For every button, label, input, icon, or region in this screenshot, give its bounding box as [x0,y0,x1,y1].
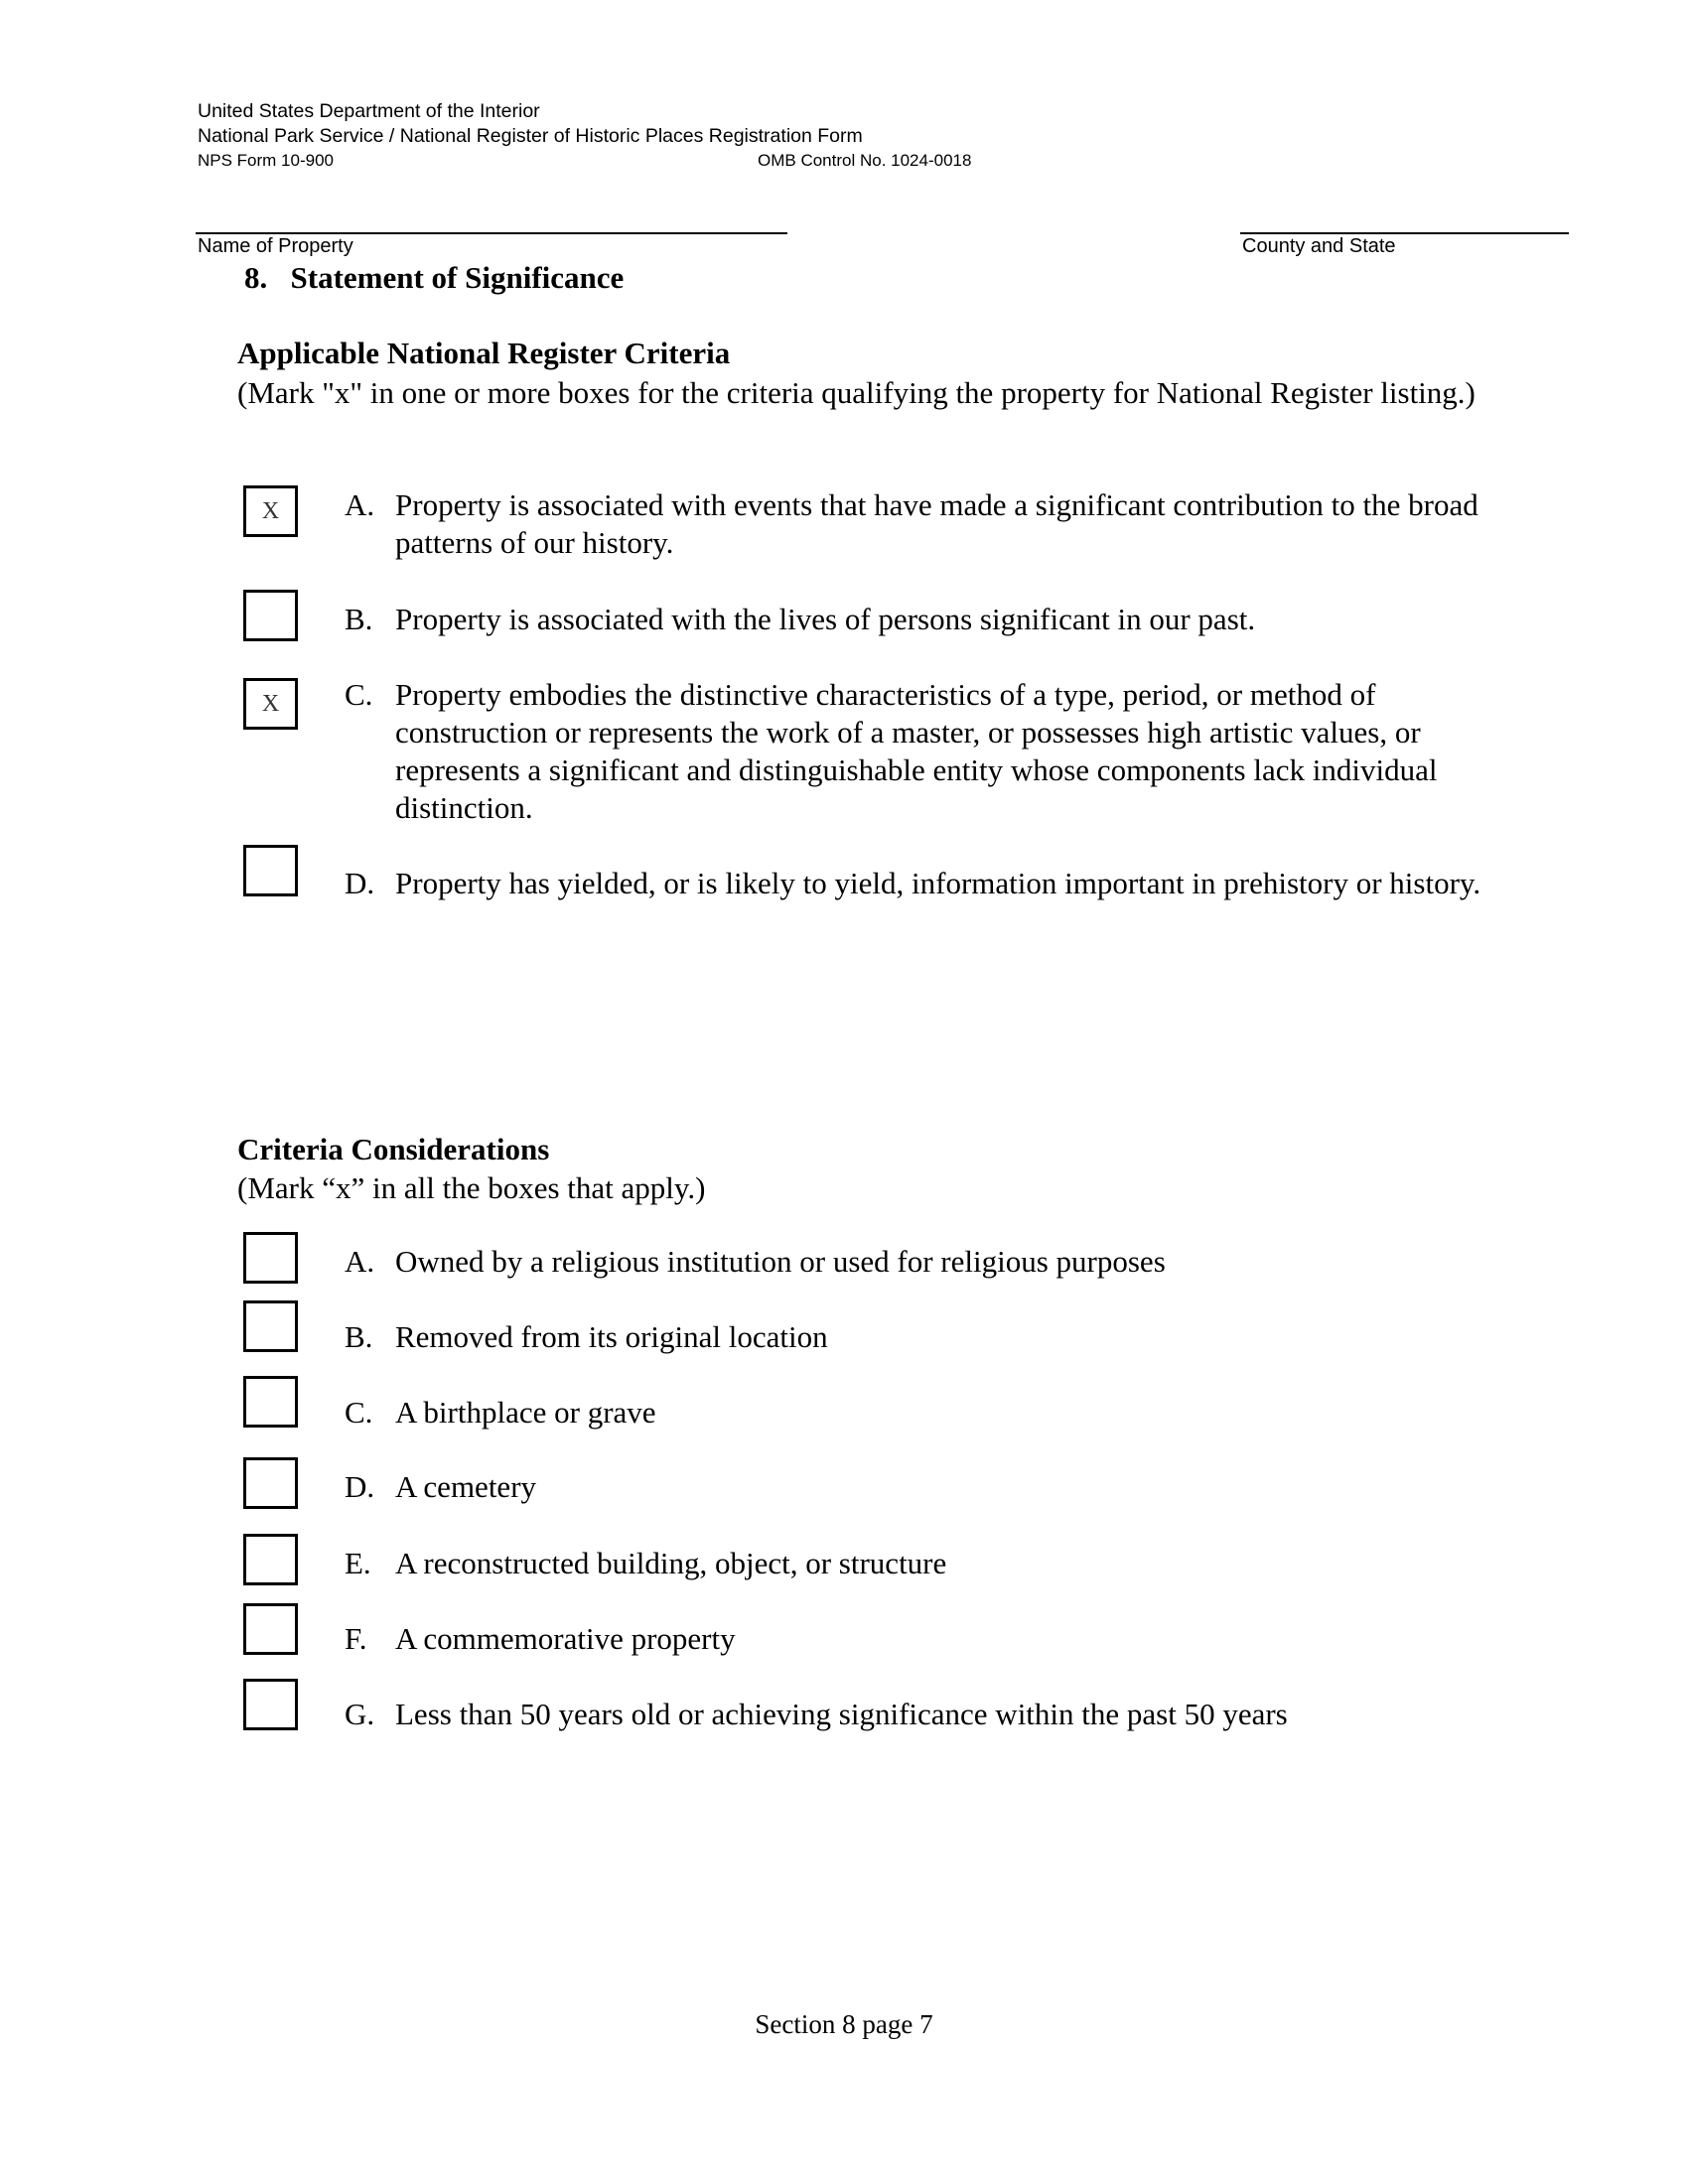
consideration-b-text: Removed from its original location [395,1319,828,1354]
criterion-a-checkbox[interactable] [243,485,298,537]
consideration-f-letter: F. [345,1621,367,1656]
consideration-e [345,1545,1486,1582]
consideration-d [345,1468,1486,1506]
criterion-b-x-mark [246,593,295,638]
consideration-c-checkbox[interactable] [243,1376,298,1428]
consideration-a-letter: A. [345,1244,375,1279]
name-of-property-line[interactable] [196,232,787,234]
consideration-e-text: A reconstructed building, object, or structure [395,1546,947,1580]
header-form-number: NPS Form 10-900 [198,151,334,170]
consideration-b-x-mark [246,1303,295,1349]
consideration-b [345,1318,1486,1356]
consideration-c [345,1394,1486,1432]
consideration-g-text: Less than 50 years old or achieving significance within the past 50 years [395,1697,1288,1731]
consideration-d-x-mark [246,1460,295,1506]
county-state-label: County and State [1242,235,1396,257]
consideration-g-x-mark [246,1682,295,1727]
consideration-g-checkbox[interactable] [243,1679,298,1730]
criterion-c-x-mark: X [261,691,280,717]
criterion-a-text: Property is associated with events that have made a significant contribution to the broad patterns of our history. [395,487,1478,560]
section-title: 8. Statement of Significance [244,260,625,295]
consideration-c-x-mark [246,1379,295,1425]
consideration-f-text: A commemorative property [395,1621,736,1656]
considerations-instruction: (Mark “x” in all the boxes that apply.) [237,1170,706,1205]
header-omb-number: OMB Control No. 1024-0018 [758,151,972,170]
criterion-c-letter: C. [345,677,373,712]
consideration-f [345,1620,1486,1658]
criterion-c-checkbox[interactable] [243,678,298,730]
criterion-c-text: Property embodies the distinctive characteristics of a type, period, or method of construction or represents the work of a master, or possesses high artistic values, or represents a significant and distinguishable entity whose components lack individual distinction. [395,677,1438,825]
criterion-c [345,676,1486,827]
consideration-a-checkbox[interactable] [243,1232,298,1284]
criteria-heading: Applicable National Register Criteria [237,336,731,370]
consideration-c-text: A birthplace or grave [395,1395,656,1430]
criterion-a [345,486,1486,562]
criteria-instruction: (Mark "x" in one or more boxes for the criteria qualifying the property for National Register listing.) [237,375,1476,410]
consideration-g [345,1696,1486,1733]
header-department: United States Department of the Interior [198,100,540,122]
considerations-heading: Criteria Considerations [237,1132,550,1166]
consideration-e-x-mark [246,1537,295,1582]
consideration-a [345,1243,1486,1281]
criterion-d-checkbox[interactable] [243,845,298,896]
header-form-title: National Park Service / National Register of Historic Places Registration Form [198,125,863,147]
criterion-b-letter: B. [345,602,373,636]
criterion-a-letter: A. [345,487,375,522]
criterion-d [345,865,1486,902]
criterion-d-x-mark [246,848,295,893]
consideration-b-checkbox[interactable] [243,1300,298,1352]
criterion-b [345,601,1486,638]
page-footer: Section 8 page 7 [755,2009,933,2039]
consideration-a-text: Owned by a religious institution or used for religious purposes [395,1244,1166,1279]
criterion-d-text: Property has yielded, or is likely to yield, information important in prehistory or history. [395,866,1481,900]
consideration-c-letter: C. [345,1395,373,1430]
consideration-b-letter: B. [345,1319,373,1354]
consideration-g-letter: G. [345,1697,375,1731]
consideration-e-letter: E. [345,1546,371,1580]
county-state-line[interactable] [1240,232,1569,234]
consideration-d-text: A cemetery [395,1469,537,1504]
consideration-d-letter: D. [345,1469,375,1504]
criterion-d-letter: D. [345,866,375,900]
criterion-b-checkbox[interactable] [243,590,298,641]
criterion-a-x-mark: X [261,498,280,524]
consideration-d-checkbox[interactable] [243,1457,298,1509]
consideration-e-checkbox[interactable] [243,1534,298,1585]
criterion-b-text: Property is associated with the lives of persons significant in our past. [395,602,1256,636]
consideration-f-x-mark [246,1606,295,1652]
consideration-a-x-mark [246,1235,295,1281]
name-of-property-label: Name of Property [198,235,353,257]
consideration-f-checkbox[interactable] [243,1603,298,1655]
